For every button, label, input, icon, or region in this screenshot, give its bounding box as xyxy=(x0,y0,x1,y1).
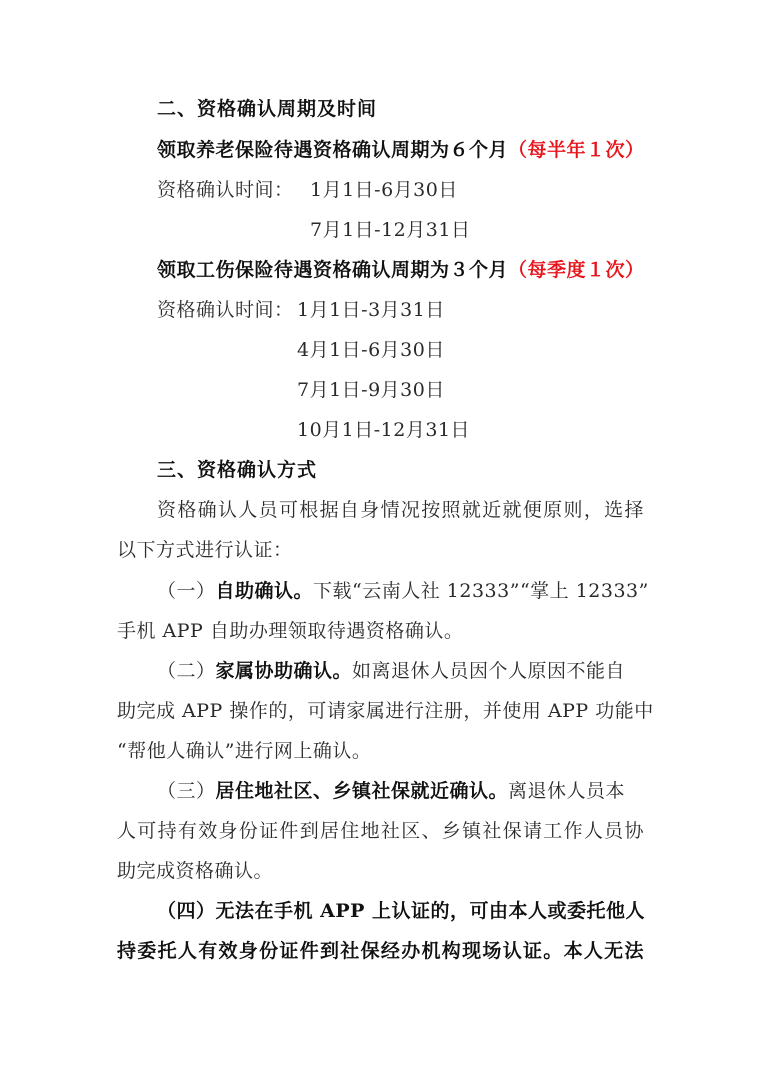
item-3-text-1: 离退休人员本 xyxy=(508,780,626,802)
injury-period-4: 10月1日-12月31日 xyxy=(297,419,471,441)
item-1-text-1: 下载“云南人社 12333”“掌上 12333” xyxy=(313,580,649,602)
intro-line-1: 资格确认人员可根据自身情况按照就近就便原则，选择 xyxy=(157,499,644,521)
item-3-number: （三） xyxy=(157,780,216,802)
pension-period-1: 1月1日-6月30日 xyxy=(310,179,458,201)
item-2-text-1: 如离退休人员因个人原因不能自 xyxy=(352,660,626,682)
pension-cycle-note: （每半年１次） xyxy=(508,139,645,161)
item-4-text-2: 持委托人有效身份证件到社保经办机构现场认证。本人无法 xyxy=(117,940,644,962)
injury-period-1: 1月1日-3月31日 xyxy=(297,299,445,321)
injury-period-2: 4月1日-6月30日 xyxy=(297,339,445,361)
item-2-text-3: “帮他人确认”进行网上确认。 xyxy=(117,740,372,762)
pension-cycle-text: 领取养老保险待遇资格确认周期为６个月 xyxy=(157,139,509,161)
item-3-title: 居住地社区、乡镇社保就近确认。 xyxy=(215,780,509,802)
section-2-heading: 二、资格确认周期及时间 xyxy=(157,98,378,120)
item-1-title: 自助确认。 xyxy=(215,580,314,602)
item-2-number: （二） xyxy=(157,660,216,682)
item-2-text-2: 助完成 APP 操作的，可请家属进行注册，并使用 APP 功能中 xyxy=(117,700,654,722)
item-1-text-2: 手机 APP 自助办理领取待遇资格确认。 xyxy=(117,620,464,642)
item-4-text-1: （四）无法在手机 APP 上认证的，可由本人或委托他人 xyxy=(157,900,646,922)
injury-cycle-line xyxy=(157,257,645,283)
injury-period-3: 7月1日-9月30日 xyxy=(297,379,445,401)
pension-period-2: 7月1日-12月31日 xyxy=(310,219,471,241)
pension-time-label: 资格确认时间： xyxy=(157,179,294,201)
item-2-line-1 xyxy=(157,658,625,684)
item-2-title: 家属协助确认。 xyxy=(215,660,353,682)
item-1-line-1 xyxy=(157,578,649,604)
injury-cycle-note: （每季度１次） xyxy=(508,259,645,281)
intro-line-2: 以下方式进行认证： xyxy=(117,539,293,561)
item-3-text-3: 助完成资格确认。 xyxy=(117,860,274,882)
item-3-line-1 xyxy=(157,778,625,804)
injury-time-label: 资格确认时间： xyxy=(157,299,294,321)
pension-cycle-line xyxy=(157,137,645,163)
injury-cycle-text: 领取工伤保险待遇资格确认周期为３个月 xyxy=(157,259,509,281)
item-3-text-2: 人可持有效身份证件到居住地社区、乡镇社保请工作人员协 xyxy=(117,820,644,842)
item-1-number: （一） xyxy=(157,580,216,602)
section-3-heading: 三、资格确认方式 xyxy=(157,459,318,481)
